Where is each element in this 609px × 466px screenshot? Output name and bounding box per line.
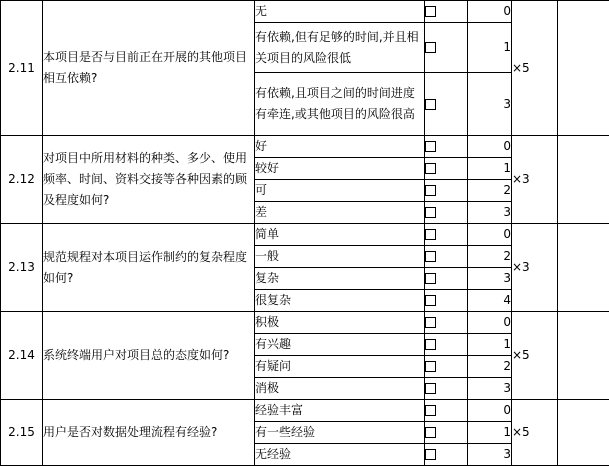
question-id: 2.13 [1,224,43,312]
option-label: 差 [255,202,425,224]
question-text: 对项目中所用材料的种类、多少、使用频率、时间、资料交接等各种因素的顾及程度如何? [43,136,255,224]
result-cell[interactable] [558,1,609,136]
option-checkbox[interactable] [425,444,468,466]
table-row [1,1,609,23]
question-text: 规范规程对本项目运作制约的复杂程度如何? [43,224,255,312]
option-score: 3 [468,378,512,400]
option-checkbox[interactable] [425,268,468,290]
result-cell[interactable] [558,224,609,312]
option-label: 好 [255,136,425,158]
checkbox-icon [425,317,436,328]
option-checkbox[interactable] [425,224,468,246]
option-score: 0 [468,224,512,246]
option-checkbox[interactable] [425,422,468,444]
result-cell[interactable] [558,136,609,224]
option-label: 有依赖,且项目之间的时间进度有牵连,或其他项目的风险很高 [255,73,425,136]
checkbox-icon [425,185,436,196]
checkbox-icon [425,295,436,306]
option-checkbox[interactable] [425,312,468,334]
table-row [1,400,609,422]
checkbox-icon [425,99,436,110]
option-checkbox[interactable] [425,378,468,400]
question-weight: ×3 [512,224,558,312]
checkbox-icon [425,273,436,284]
question-id: 2.14 [1,312,43,400]
option-label: 无经验 [255,444,425,466]
option-checkbox[interactable] [425,202,468,224]
option-score: 0 [468,312,512,334]
option-score: 3 [468,268,512,290]
option-label: 很复杂 [255,290,425,312]
checkbox-icon [425,207,436,218]
checkbox-icon [425,251,436,262]
result-cell[interactable] [558,312,609,400]
option-score: 3 [468,202,512,224]
option-score: 2 [468,356,512,378]
option-score: 0 [468,400,512,422]
option-label: 积极 [255,312,425,334]
question-text: 系统终端用户对项目总的态度如何? [43,312,255,400]
option-score: 1 [468,158,512,180]
checkbox-icon [425,163,436,174]
question-id: 2.12 [1,136,43,224]
table-row [1,224,609,246]
option-checkbox[interactable] [425,334,468,356]
question-id: 2.11 [1,1,43,136]
option-score: 4 [468,290,512,312]
question-text: 用户是否对数据处理流程有经验? [43,400,255,466]
checkbox-icon [425,339,436,350]
question-text: 本项目是否与目前正在开展的其他项目相互依赖? [43,1,255,136]
checkbox-icon [425,6,436,17]
question-weight: ×5 [512,400,558,466]
question-id: 2.15 [1,400,43,466]
option-checkbox[interactable] [425,180,468,202]
option-score: 0 [468,1,512,23]
option-label: 消极 [255,378,425,400]
option-label: 复杂 [255,268,425,290]
option-checkbox[interactable] [425,356,468,378]
option-score: 3 [468,444,512,466]
question-weight: ×5 [512,312,558,400]
question-weight: ×5 [512,1,558,136]
table-row [1,136,609,158]
checkbox-icon [425,405,436,416]
option-score: 1 [468,422,512,444]
option-label: 简单 [255,224,425,246]
checkbox-icon [425,427,436,438]
checkbox-icon [425,229,436,240]
option-score: 1 [468,334,512,356]
option-score: 2 [468,180,512,202]
option-checkbox[interactable] [425,73,468,136]
option-checkbox[interactable] [425,136,468,158]
option-label: 一般 [255,246,425,268]
option-label: 较好 [255,158,425,180]
option-checkbox[interactable] [425,158,468,180]
option-label: 有疑问 [255,356,425,378]
option-checkbox[interactable] [425,246,468,268]
option-label: 经验丰富 [255,400,425,422]
option-label: 有一些经验 [255,422,425,444]
option-score: 3 [468,73,512,136]
option-score: 0 [468,136,512,158]
option-score: 1 [468,23,512,73]
option-label: 无 [255,1,425,23]
option-score: 2 [468,246,512,268]
checkbox-icon [425,449,436,460]
option-checkbox[interactable] [425,290,468,312]
checkbox-icon [425,383,436,394]
checkbox-icon [425,141,436,152]
option-checkbox[interactable] [425,23,468,73]
option-label: 可 [255,180,425,202]
option-checkbox[interactable] [425,1,468,23]
question-weight: ×3 [512,136,558,224]
option-label: 有依赖,但有足够的时间,并且相关项目的风险很低 [255,23,425,73]
option-checkbox[interactable] [425,400,468,422]
checkbox-icon [425,42,436,53]
table-row [1,312,609,334]
option-label: 有兴趣 [255,334,425,356]
checkbox-icon [425,361,436,372]
